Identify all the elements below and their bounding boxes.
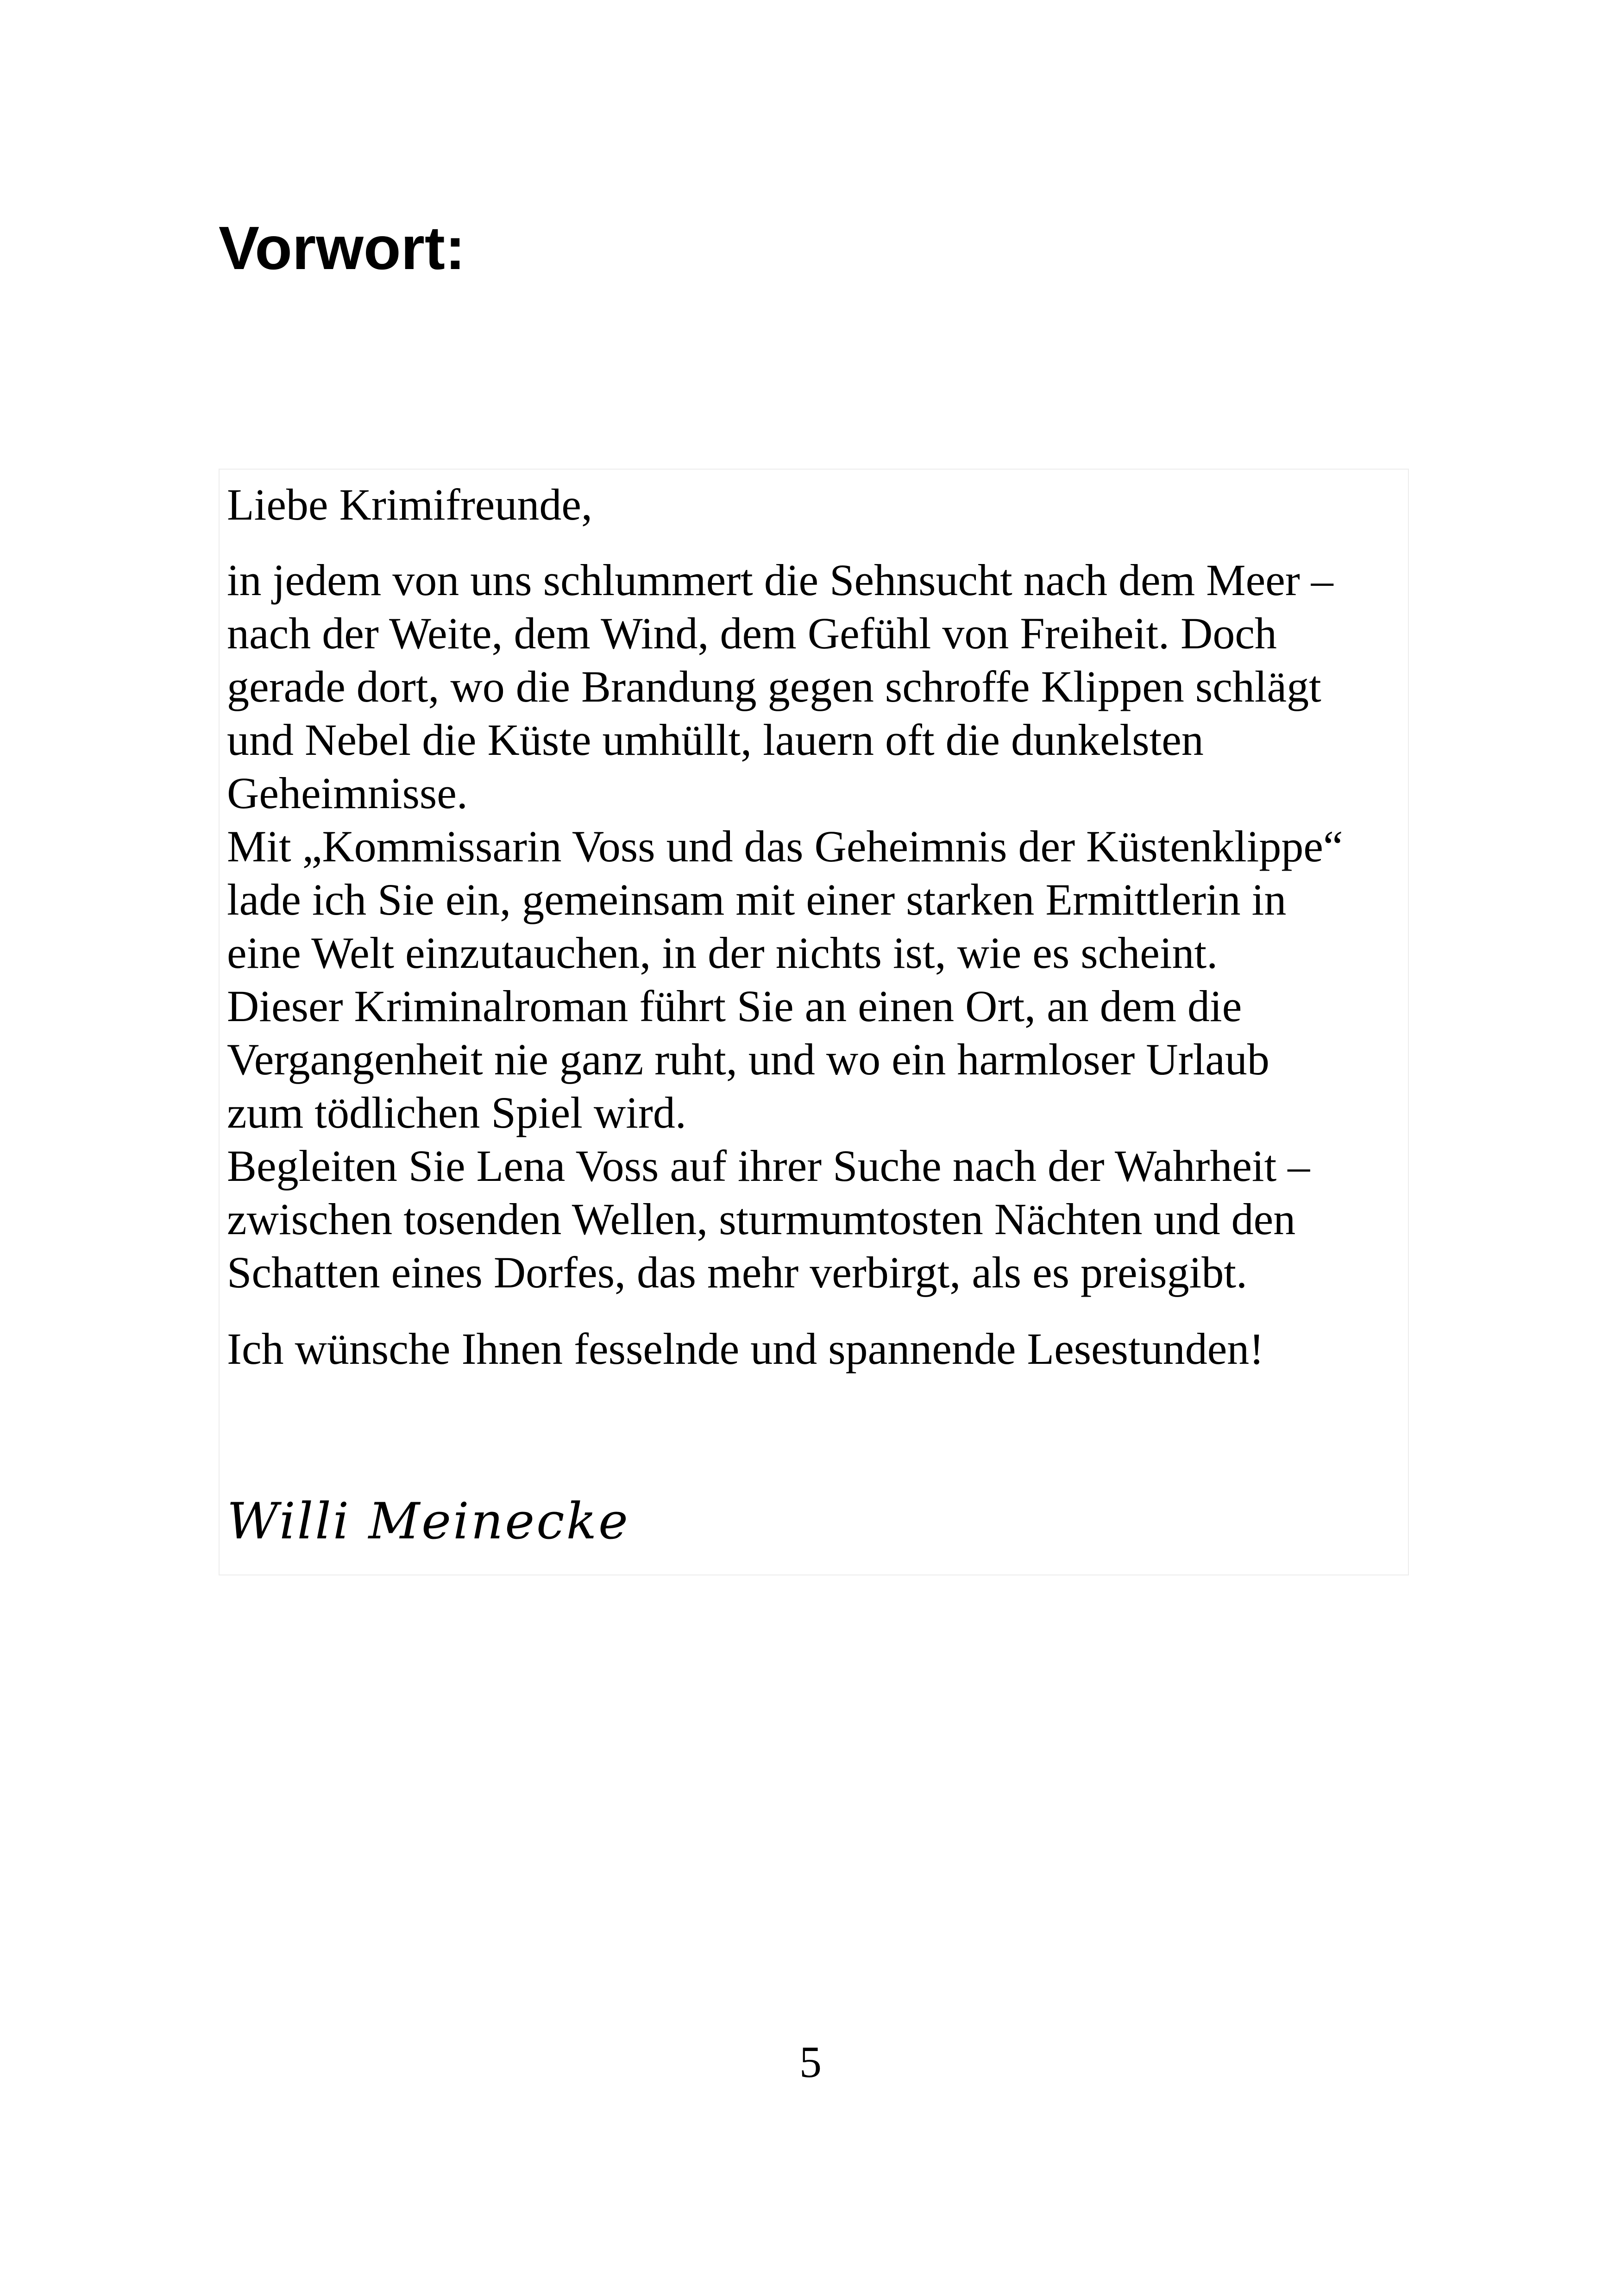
letter-body: in jedem von uns schlummert die Sehnsucht nach dem Meer – nach der Weite, dem Wind, dem Gefühl von Freiheit. Doch gerade dort, wo die Brandung gegen schroffe Klippen schlägt und Nebel die Küste umhüllt, lauern oft die dunkelsten Geheimnisse. Mit „Kommissarin Voss und das Geheimnis der Küstenklippe“ lade ich Sie ein, gemeinsam mit einer starken Ermittlerin in eine Welt einzutauchen, in der nichts ist, wie es scheint. Dieser Kriminalroman führt Sie an einen Ort, an dem die Vergangenheit nie ganz ruht, und wo ein harmloser Urlaub zum tödlichen Spiel wird. Begleiten Sie Lena Voss auf ihrer Suche nach der Wahrheit – zwischen tosenden Wellen, sturmumtosten Nächten und den Schatten eines Dorfes, das mehr verbirgt, als es preisgibt. xyxy=(227,555,1343,1297)
letter-closing: Ich wünsche Ihnen fesselnde und spannende Lesestunden! xyxy=(227,1324,1264,1374)
letter-salutation: Liebe Krimifreunde, xyxy=(227,480,592,529)
foreword-text-box xyxy=(219,469,1409,1575)
author-signature: Willi Meinecke xyxy=(227,1493,630,1550)
page-number: 5 xyxy=(799,2037,822,2087)
page-title: Vorwort: xyxy=(219,214,465,282)
